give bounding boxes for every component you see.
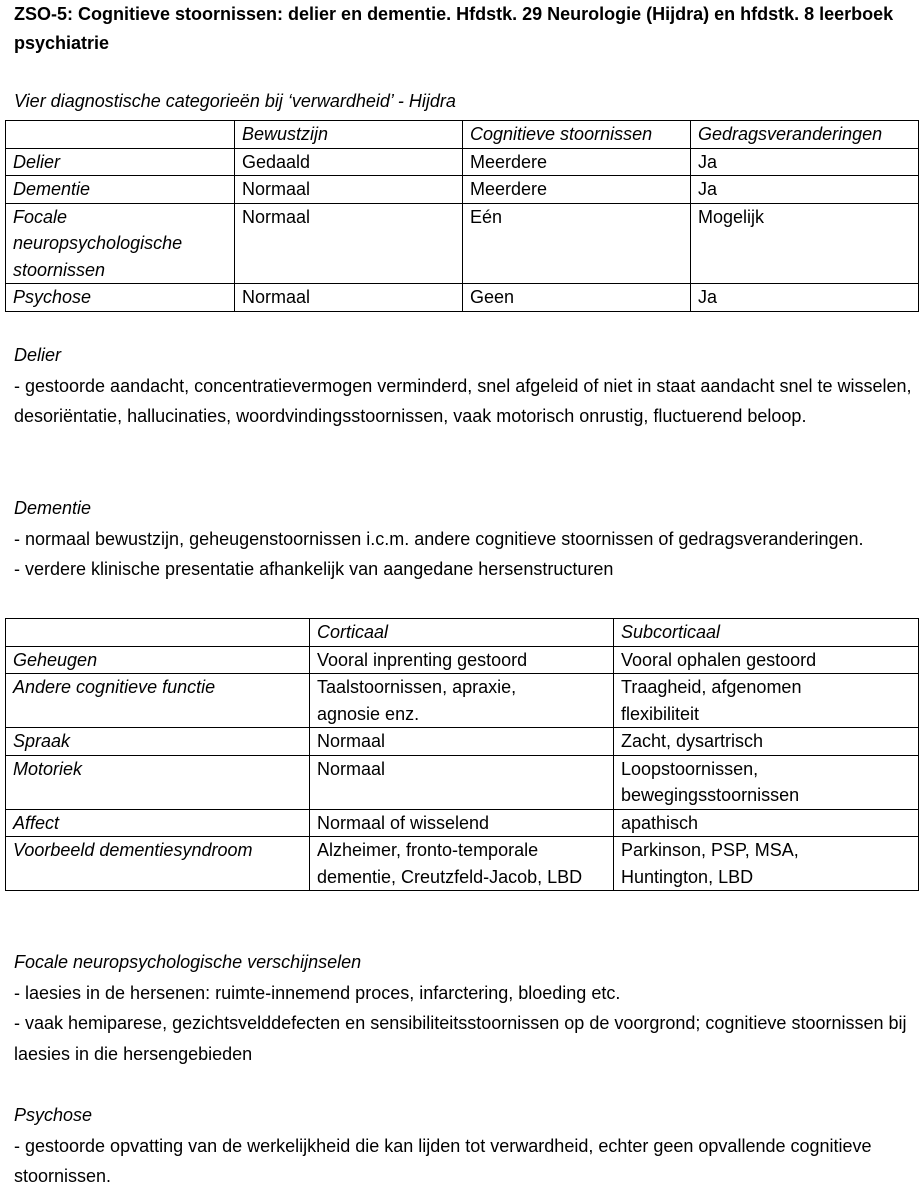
table-header-cell: Corticaal — [310, 619, 614, 647]
row-label: Psychose — [6, 284, 235, 312]
table-cell: Normaal — [235, 203, 463, 284]
table-row — [6, 755, 919, 809]
table-cell: Meerdere — [463, 148, 691, 176]
table-cell: Mogelijk — [691, 203, 919, 284]
table-row — [6, 837, 919, 891]
table1-caption: Vier diagnostische categorieën bij ‘verwardheid’ - Hijdra — [14, 91, 456, 111]
row-label: Affect — [6, 809, 310, 837]
page-title: ZSO-5: Cognitieve stoornissen: delier en dementie. Hfdstk. 29 Neurologie (Hijdra) en hfdstk. 8 leerboek psychiatrie — [14, 4, 894, 53]
table-cell: Taalstoornissen, apraxie, agnosie enz. — [310, 674, 614, 728]
table-row — [6, 203, 919, 284]
table-cell: Alzheimer, fronto-temporale dementie, Creutzfeld-Jacob, LBD — [310, 837, 614, 891]
table-row — [6, 728, 919, 756]
focale-section — [14, 947, 919, 1069]
dementie-section — [14, 493, 919, 585]
table-cell: Geen — [463, 284, 691, 312]
table-row — [6, 176, 919, 204]
diagnostic-categories-table — [5, 120, 919, 312]
delier-section — [14, 340, 919, 432]
table-header-cell — [6, 121, 235, 149]
row-label: Delier — [6, 148, 235, 176]
row-label: Motoriek — [6, 755, 310, 809]
table-row — [6, 284, 919, 312]
section-text: - verdere klinische presentatie afhankelijk van aangedane hersenstructuren — [14, 559, 614, 579]
row-label: Spraak — [6, 728, 310, 756]
table-header-cell: Gedragsveranderingen — [691, 121, 919, 149]
section-heading: Focale neuropsychologische verschijnselen — [14, 952, 362, 972]
section-text: - gestoorde opvatting van de werkelijkheid die kan lijden tot verwardheid, echter geen opvallende cognitieve stoornissen. — [14, 1135, 872, 1186]
section-heading: Psychose — [14, 1105, 93, 1125]
table-cell: Gedaald — [235, 148, 463, 176]
row-label: Focale neuropsychologische stoornissen — [6, 203, 235, 284]
table-cell: Zacht, dysartrisch — [614, 728, 919, 756]
section-text: - normaal bewustzijn, geheugenstoornissen i.c.m. andere cognitieve stoornissen of gedragsveranderingen. — [14, 528, 864, 549]
table-row — [6, 148, 919, 176]
table-header-cell: Bewustzijn — [235, 121, 463, 149]
section-text: - gestoorde aandacht, concentratievermogen verminderd, snel afgeleid of niet in staat aandacht snel te wisselen, desoriëntatie, hallucinaties, woordvindingsstoornissen, vaak motorisch onrustig, fluctuerend beloop. — [14, 375, 912, 426]
table-cell: Vooral ophalen gestoord — [614, 646, 919, 674]
section-text: - laesies in de hersenen: ruimte-innemend proces, infarctering, bloeding etc. — [14, 982, 621, 1003]
row-label: Geheugen — [6, 646, 310, 674]
table-row — [6, 646, 919, 674]
table-header-cell: Cognitieve stoornissen — [463, 121, 691, 149]
table-cell: Ja — [691, 176, 919, 204]
section-text: - vaak hemiparese, gezichtsvelddefecten en sensibiliteitsstoornissen op de voorgrond; cognitieve stoornissen bij laesies in die hersengebieden — [14, 1013, 907, 1064]
table-cell: Normaal — [235, 284, 463, 312]
row-label: Andere cognitieve functie — [6, 674, 310, 728]
section-heading: Delier — [14, 345, 62, 365]
table-cell: Normaal of wisselend — [310, 809, 614, 837]
table-row — [6, 674, 919, 728]
table-cell: Normaal — [310, 728, 614, 756]
table-cell: Parkinson, PSP, MSA, Huntington, LBD — [614, 837, 919, 891]
table-cell: Vooral inprenting gestoord — [310, 646, 614, 674]
table-cell: Ja — [691, 148, 919, 176]
table-cell: apathisch — [614, 809, 919, 837]
table-cell: Eén — [463, 203, 691, 284]
table-cell: Traagheid, afgenomen flexibiliteit — [614, 674, 919, 728]
section-heading: Dementie — [14, 498, 92, 518]
table-header-cell — [6, 619, 310, 647]
table-cell: Ja — [691, 284, 919, 312]
table-header-cell: Subcorticaal — [614, 619, 919, 647]
table-cell: Normaal — [235, 176, 463, 204]
cortical-subcortical-table — [5, 618, 919, 891]
table-cell: Meerdere — [463, 176, 691, 204]
row-label: Voorbeeld dementiesyndroom — [6, 837, 310, 891]
table-header-row — [6, 619, 919, 647]
table-row — [6, 809, 919, 837]
table-cell: Loopstoornissen, bewegingsstoornissen — [614, 755, 919, 809]
row-label: Dementie — [6, 176, 235, 204]
table-cell: Normaal — [310, 755, 614, 809]
psychose-section — [14, 1100, 919, 1192]
table-header-row — [6, 121, 919, 149]
